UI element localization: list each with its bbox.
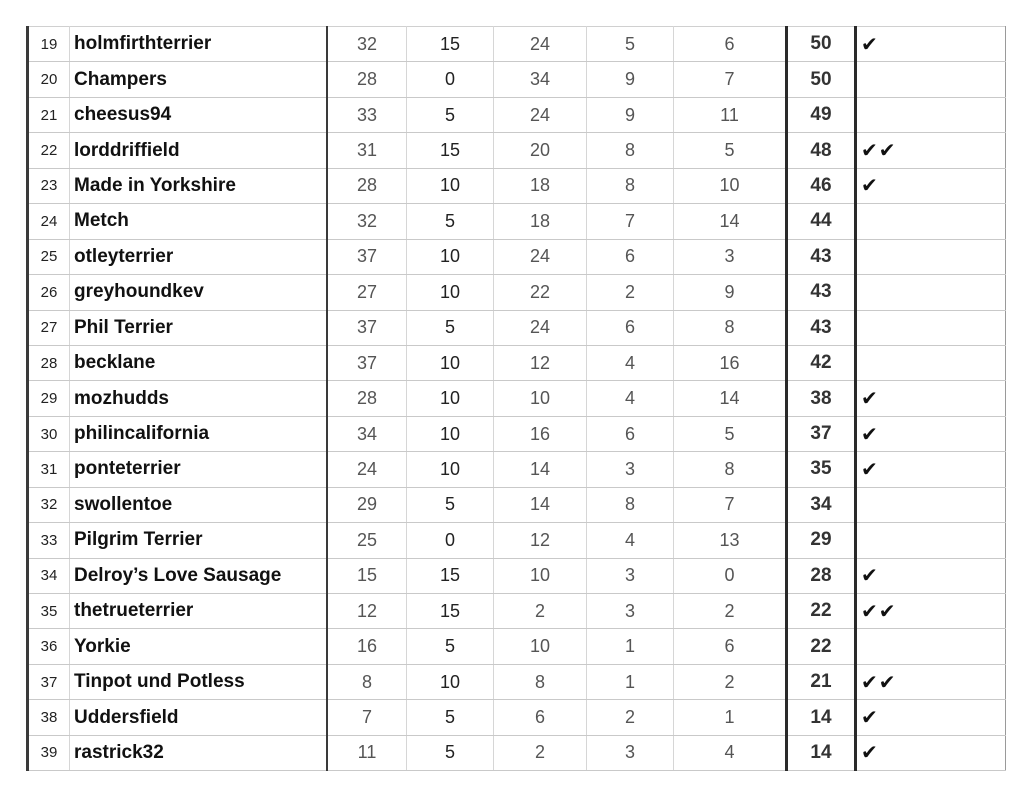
table-row xyxy=(28,239,1006,274)
score-cell-3: 10 xyxy=(494,558,587,593)
score-cell-2: 5 xyxy=(407,487,494,522)
league-table-body xyxy=(28,27,1006,771)
score-cell-5: 7 xyxy=(674,487,787,522)
tick-marks-cell xyxy=(856,629,1006,664)
table-row xyxy=(28,700,1006,735)
tick-marks-cell: ✔ xyxy=(856,168,1006,203)
league-table xyxy=(26,26,1006,771)
score-cell-3: 18 xyxy=(494,168,587,203)
total-score-cell: 43 xyxy=(787,239,856,274)
position-cell: 19 xyxy=(28,27,70,62)
score-cell-4: 2 xyxy=(587,700,674,735)
table-row xyxy=(28,310,1006,345)
position-cell: 26 xyxy=(28,275,70,310)
position-cell: 33 xyxy=(28,523,70,558)
score-cell-5: 0 xyxy=(674,558,787,593)
total-score-cell: 38 xyxy=(787,381,856,416)
score-cell-5: 16 xyxy=(674,345,787,380)
score-cell-1: 25 xyxy=(327,523,407,558)
score-cell-2: 5 xyxy=(407,700,494,735)
score-cell-2: 5 xyxy=(407,97,494,132)
tick-marks-cell: ✔ xyxy=(856,452,1006,487)
score-cell-1: 8 xyxy=(327,664,407,699)
position-cell: 22 xyxy=(28,133,70,168)
table-row xyxy=(28,133,1006,168)
tick-marks-cell: ✔ xyxy=(856,700,1006,735)
score-cell-5: 7 xyxy=(674,62,787,97)
position-cell: 34 xyxy=(28,558,70,593)
score-cell-2: 10 xyxy=(407,345,494,380)
score-cell-2: 5 xyxy=(407,204,494,239)
score-cell-5: 13 xyxy=(674,523,787,558)
player-name-cell: Champers xyxy=(70,62,328,97)
score-cell-3: 24 xyxy=(494,310,587,345)
player-name-cell: Delroy’s Love Sausage xyxy=(70,558,328,593)
table-row xyxy=(28,735,1006,770)
score-cell-3: 6 xyxy=(494,700,587,735)
player-name-cell: mozhudds xyxy=(70,381,328,416)
score-cell-1: 37 xyxy=(327,345,407,380)
table-row xyxy=(28,452,1006,487)
player-name-cell: Phil Terrier xyxy=(70,310,328,345)
score-cell-3: 10 xyxy=(494,629,587,664)
player-name-cell: swollentoe xyxy=(70,487,328,522)
total-score-cell: 14 xyxy=(787,735,856,770)
total-score-cell: 28 xyxy=(787,558,856,593)
score-cell-5: 14 xyxy=(674,381,787,416)
score-cell-3: 24 xyxy=(494,27,587,62)
score-cell-5: 8 xyxy=(674,310,787,345)
score-cell-1: 7 xyxy=(327,700,407,735)
total-score-cell: 48 xyxy=(787,133,856,168)
player-name-cell: thetrueterrier xyxy=(70,594,328,629)
table-row xyxy=(28,594,1006,629)
table-row xyxy=(28,416,1006,451)
total-score-cell: 29 xyxy=(787,523,856,558)
player-name-cell: philincalifornia xyxy=(70,416,328,451)
score-cell-5: 5 xyxy=(674,416,787,451)
position-cell: 31 xyxy=(28,452,70,487)
position-cell: 29 xyxy=(28,381,70,416)
score-cell-1: 27 xyxy=(327,275,407,310)
position-cell: 32 xyxy=(28,487,70,522)
total-score-cell: 43 xyxy=(787,310,856,345)
tick-marks-cell xyxy=(856,204,1006,239)
total-score-cell: 34 xyxy=(787,487,856,522)
player-name-cell: Yorkie xyxy=(70,629,328,664)
score-cell-1: 28 xyxy=(327,168,407,203)
position-cell: 39 xyxy=(28,735,70,770)
position-cell: 35 xyxy=(28,594,70,629)
total-score-cell: 21 xyxy=(787,664,856,699)
position-cell: 30 xyxy=(28,416,70,451)
total-score-cell: 44 xyxy=(787,204,856,239)
score-cell-1: 34 xyxy=(327,416,407,451)
total-score-cell: 37 xyxy=(787,416,856,451)
score-cell-5: 6 xyxy=(674,27,787,62)
score-cell-4: 3 xyxy=(587,452,674,487)
player-name-cell: Metch xyxy=(70,204,328,239)
tick-marks-cell: ✔ xyxy=(856,27,1006,62)
position-cell: 20 xyxy=(28,62,70,97)
table-row xyxy=(28,381,1006,416)
tick-marks-cell xyxy=(856,310,1006,345)
position-cell: 21 xyxy=(28,97,70,132)
position-cell: 38 xyxy=(28,700,70,735)
score-cell-2: 15 xyxy=(407,594,494,629)
score-cell-3: 18 xyxy=(494,204,587,239)
score-cell-2: 10 xyxy=(407,416,494,451)
score-cell-5: 11 xyxy=(674,97,787,132)
table-row xyxy=(28,27,1006,62)
total-score-cell: 35 xyxy=(787,452,856,487)
score-cell-3: 2 xyxy=(494,735,587,770)
score-cell-5: 1 xyxy=(674,700,787,735)
score-cell-5: 6 xyxy=(674,629,787,664)
score-cell-4: 1 xyxy=(587,629,674,664)
player-name-cell: Tinpot und Potless xyxy=(70,664,328,699)
score-cell-2: 15 xyxy=(407,27,494,62)
score-cell-2: 10 xyxy=(407,664,494,699)
score-cell-2: 10 xyxy=(407,239,494,274)
table-row xyxy=(28,168,1006,203)
position-cell: 37 xyxy=(28,664,70,699)
table-row xyxy=(28,345,1006,380)
table-row xyxy=(28,629,1006,664)
position-cell: 25 xyxy=(28,239,70,274)
score-cell-1: 31 xyxy=(327,133,407,168)
player-name-cell: holmfirthterrier xyxy=(70,27,328,62)
position-cell: 24 xyxy=(28,204,70,239)
position-cell: 36 xyxy=(28,629,70,664)
total-score-cell: 50 xyxy=(787,62,856,97)
tick-marks-cell: ✔ xyxy=(856,558,1006,593)
score-cell-3: 16 xyxy=(494,416,587,451)
player-name-cell: lorddriffield xyxy=(70,133,328,168)
table-row xyxy=(28,523,1006,558)
score-cell-3: 24 xyxy=(494,97,587,132)
score-cell-4: 1 xyxy=(587,664,674,699)
score-cell-3: 8 xyxy=(494,664,587,699)
score-cell-1: 32 xyxy=(327,27,407,62)
score-cell-1: 37 xyxy=(327,239,407,274)
score-cell-2: 10 xyxy=(407,381,494,416)
score-cell-2: 5 xyxy=(407,735,494,770)
total-score-cell: 22 xyxy=(787,629,856,664)
score-cell-1: 12 xyxy=(327,594,407,629)
score-cell-4: 2 xyxy=(587,275,674,310)
tick-marks-cell: ✔✔ xyxy=(856,664,1006,699)
score-cell-1: 29 xyxy=(327,487,407,522)
score-cell-1: 15 xyxy=(327,558,407,593)
tick-marks-cell: ✔✔ xyxy=(856,594,1006,629)
score-cell-2: 0 xyxy=(407,62,494,97)
score-cell-1: 33 xyxy=(327,97,407,132)
total-score-cell: 43 xyxy=(787,275,856,310)
score-cell-5: 5 xyxy=(674,133,787,168)
tick-marks-cell: ✔ xyxy=(856,735,1006,770)
tick-marks-cell: ✔ xyxy=(856,416,1006,451)
score-cell-3: 20 xyxy=(494,133,587,168)
score-cell-2: 10 xyxy=(407,275,494,310)
score-cell-3: 10 xyxy=(494,381,587,416)
tick-marks-cell xyxy=(856,62,1006,97)
table-row xyxy=(28,275,1006,310)
score-cell-2: 10 xyxy=(407,452,494,487)
score-cell-1: 28 xyxy=(327,62,407,97)
score-cell-1: 32 xyxy=(327,204,407,239)
score-cell-3: 24 xyxy=(494,239,587,274)
player-name-cell: otleyterrier xyxy=(70,239,328,274)
player-name-cell: Uddersfield xyxy=(70,700,328,735)
score-cell-5: 8 xyxy=(674,452,787,487)
table-row xyxy=(28,97,1006,132)
table-row xyxy=(28,558,1006,593)
total-score-cell: 46 xyxy=(787,168,856,203)
score-cell-3: 22 xyxy=(494,275,587,310)
score-cell-4: 3 xyxy=(587,735,674,770)
table-row xyxy=(28,204,1006,239)
score-cell-4: 3 xyxy=(587,558,674,593)
tick-marks-cell xyxy=(856,345,1006,380)
player-name-cell: rastrick32 xyxy=(70,735,328,770)
player-name-cell: Pilgrim Terrier xyxy=(70,523,328,558)
score-cell-5: 2 xyxy=(674,664,787,699)
score-cell-4: 4 xyxy=(587,345,674,380)
score-cell-4: 8 xyxy=(587,133,674,168)
player-name-cell: cheesus94 xyxy=(70,97,328,132)
score-cell-2: 5 xyxy=(407,629,494,664)
score-cell-2: 5 xyxy=(407,310,494,345)
score-cell-1: 28 xyxy=(327,381,407,416)
score-cell-1: 11 xyxy=(327,735,407,770)
score-cell-4: 5 xyxy=(587,27,674,62)
score-cell-2: 0 xyxy=(407,523,494,558)
score-cell-3: 12 xyxy=(494,523,587,558)
score-cell-5: 9 xyxy=(674,275,787,310)
tick-marks-cell: ✔ xyxy=(856,381,1006,416)
score-cell-1: 16 xyxy=(327,629,407,664)
score-cell-3: 12 xyxy=(494,345,587,380)
total-score-cell: 42 xyxy=(787,345,856,380)
tick-marks-cell xyxy=(856,487,1006,522)
position-cell: 23 xyxy=(28,168,70,203)
score-cell-4: 6 xyxy=(587,416,674,451)
score-cell-4: 9 xyxy=(587,62,674,97)
position-cell: 27 xyxy=(28,310,70,345)
score-cell-4: 4 xyxy=(587,523,674,558)
table-row xyxy=(28,62,1006,97)
score-cell-4: 8 xyxy=(587,487,674,522)
score-cell-2: 15 xyxy=(407,133,494,168)
score-cell-4: 6 xyxy=(587,239,674,274)
score-cell-4: 7 xyxy=(587,204,674,239)
table-row xyxy=(28,664,1006,699)
score-cell-4: 9 xyxy=(587,97,674,132)
table-row xyxy=(28,487,1006,522)
score-cell-3: 14 xyxy=(494,452,587,487)
tick-marks-cell xyxy=(856,275,1006,310)
tick-marks-cell xyxy=(856,239,1006,274)
score-cell-4: 8 xyxy=(587,168,674,203)
score-cell-5: 14 xyxy=(674,204,787,239)
score-cell-3: 2 xyxy=(494,594,587,629)
score-cell-5: 4 xyxy=(674,735,787,770)
score-cell-4: 6 xyxy=(587,310,674,345)
player-name-cell: greyhoundkev xyxy=(70,275,328,310)
score-cell-2: 10 xyxy=(407,168,494,203)
total-score-cell: 50 xyxy=(787,27,856,62)
score-cell-3: 14 xyxy=(494,487,587,522)
score-cell-5: 3 xyxy=(674,239,787,274)
score-cell-2: 15 xyxy=(407,558,494,593)
tick-marks-cell xyxy=(856,97,1006,132)
tick-marks-cell xyxy=(856,523,1006,558)
score-cell-4: 3 xyxy=(587,594,674,629)
score-cell-1: 37 xyxy=(327,310,407,345)
player-name-cell: Made in Yorkshire xyxy=(70,168,328,203)
score-cell-4: 4 xyxy=(587,381,674,416)
total-score-cell: 22 xyxy=(787,594,856,629)
tick-marks-cell: ✔✔ xyxy=(856,133,1006,168)
score-cell-5: 2 xyxy=(674,594,787,629)
score-cell-1: 24 xyxy=(327,452,407,487)
position-cell: 28 xyxy=(28,345,70,380)
total-score-cell: 14 xyxy=(787,700,856,735)
total-score-cell: 49 xyxy=(787,97,856,132)
score-cell-5: 10 xyxy=(674,168,787,203)
player-name-cell: becklane xyxy=(70,345,328,380)
score-cell-3: 34 xyxy=(494,62,587,97)
player-name-cell: ponteterrier xyxy=(70,452,328,487)
